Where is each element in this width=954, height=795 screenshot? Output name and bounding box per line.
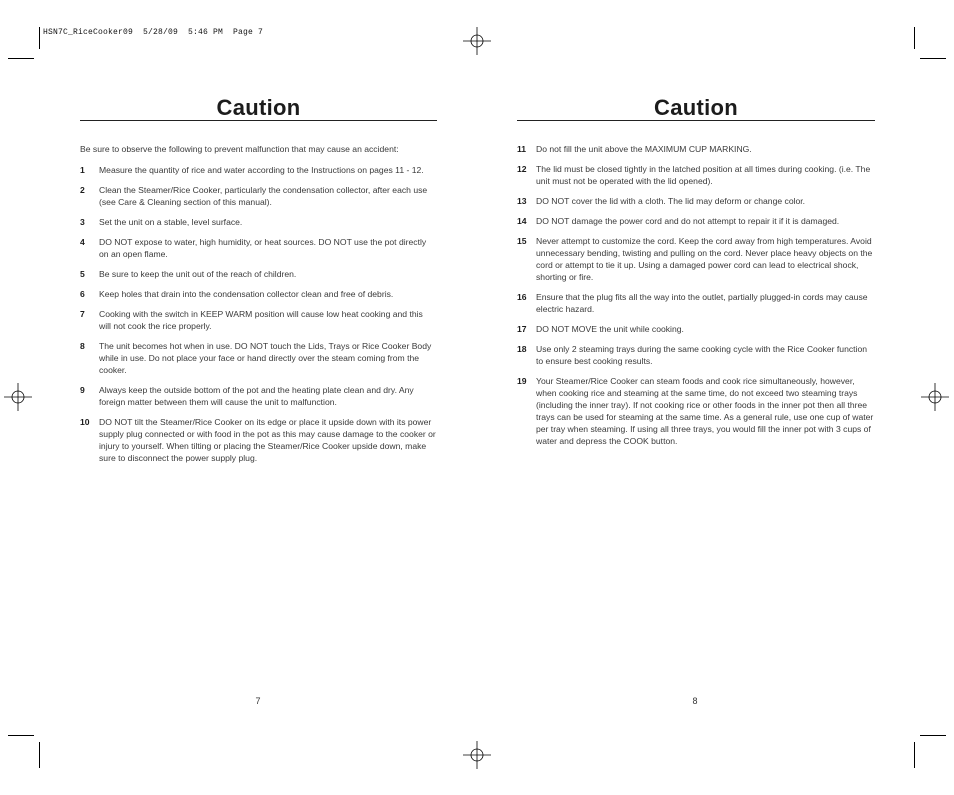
printer-slug-line: HSN7C_RiceCooker09 5/28/09 5:46 PM Page 7: [43, 28, 264, 37]
caution-list: [517, 143, 875, 447]
page-number: 7: [255, 696, 261, 706]
item-number: 3: [80, 217, 85, 227]
item-text: Never attempt to customize the cord. Keep the cord away from high temperatures. Avoid unnecessary bending, twisting and pulling on the cord. Never place heavy objects on the cord or attempt to tie it up. Using a damaged power cord can lead to electrical shock, shorting or fire.: [536, 236, 873, 282]
item-text: Be sure to keep the unit out of the reach of children.: [99, 269, 297, 279]
item-text: Do not fill the unit above the MAXIMUM CUP MARKING.: [536, 144, 752, 154]
item-text: Measure the quantity of rice and water according to the Instructions on pages 11 - 12.: [99, 165, 424, 175]
caution-list: [80, 164, 437, 464]
registration-mark-left: [4, 383, 32, 411]
registration-mark-right: [921, 383, 949, 411]
item-text: Ensure that the plug fits all the way into the outlet, partially plugged-in cords may cause electric hazard.: [536, 292, 868, 314]
item-text: DO NOT MOVE the unit while cooking.: [536, 324, 684, 334]
item-text: The unit becomes hot when in use. DO NOT touch the Lids, Trays or Rice Cooker Body while in use. Do not place your face or hand directly over the steam coming from the cooker.: [99, 341, 432, 375]
item-text: Clean the Steamer/Rice Cooker, particularly the condensation collector, after each use (see Care & Cleaning section of this manual).: [99, 185, 428, 207]
item-number: 11: [517, 144, 527, 154]
list-item: [80, 308, 437, 332]
list-item: [517, 291, 875, 315]
crop-mark: [920, 58, 946, 59]
item-text: Your Steamer/Rice Cooker can steam foods and cook rice simultaneously, however, when cooking rice and steaming at the same time, do not exceed two steaming trays (including the inner tray). If not cooking rice or other foods in the inner pot then all three trays can be used for steaming at the same time. As a general rule, use one cup of water per tray when steaming. If using all three trays, you would fill the inner pot with 3 cups of water and depress the COOK button.: [536, 376, 874, 446]
list-item: [80, 340, 437, 376]
item-text: DO NOT expose to water, high humidity, or heat sources. DO NOT use the pot directly on an open flame.: [99, 237, 427, 259]
item-text: DO NOT damage the power cord and do not attempt to repair it if it is damaged.: [536, 216, 840, 226]
item-number: 9: [80, 385, 85, 395]
list-item: [517, 143, 875, 155]
right-page: [517, 96, 875, 455]
registration-mark-top: [463, 27, 491, 55]
registration-mark-bottom: [463, 741, 491, 769]
item-number: 15: [517, 236, 527, 246]
item-number: 1: [80, 165, 85, 175]
page-title: Caution: [654, 95, 738, 120]
item-text: DO NOT tilt the Steamer/Rice Cooker on its edge or place it upside down with its power supply plug connected or with food in the pot as this may cause damage to the cooker or injury to yourself. When tilting or placing the Steamer/Rice Cooker upside down, make sure to disconnect the power supply plug.: [99, 417, 436, 463]
item-number: 19: [517, 376, 527, 386]
item-number: 14: [517, 216, 527, 226]
list-item: [80, 416, 437, 464]
list-item: [517, 343, 875, 367]
list-item: [517, 195, 875, 207]
list-item: [517, 215, 875, 227]
list-item: [80, 164, 437, 176]
page-number: 8: [692, 696, 698, 706]
list-item: [517, 235, 875, 283]
list-item: [517, 375, 875, 447]
item-text: Always keep the outside bottom of the pot and the heating plate clean and dry. Any foreign matter between them will cause the unit to malfunction.: [99, 385, 414, 407]
item-number: 16: [517, 292, 527, 302]
item-number: 6: [80, 289, 85, 299]
item-number: 7: [80, 309, 85, 319]
page-title: Caution: [216, 95, 301, 120]
item-text: Cooking with the switch in KEEP WARM position will cause low heat cooking and this will not cook the rice properly.: [99, 309, 423, 331]
intro-paragraph: Be sure to observe the following to prevent malfunction that may cause an accident:: [80, 144, 399, 154]
list-item: [80, 288, 437, 300]
list-item: [80, 268, 437, 280]
item-number: 5: [80, 269, 85, 279]
crop-mark: [8, 58, 34, 59]
list-item: [517, 163, 875, 187]
item-text: Set the unit on a stable, level surface.: [99, 217, 243, 227]
crop-mark: [914, 27, 915, 49]
item-number: 8: [80, 341, 85, 351]
crop-mark: [920, 735, 946, 736]
item-number: 4: [80, 237, 85, 247]
crop-mark: [39, 27, 40, 49]
item-number: 2: [80, 185, 85, 195]
item-number: 17: [517, 324, 527, 334]
list-item: [517, 323, 875, 335]
item-text: Keep holes that drain into the condensation collector clean and free of debris.: [99, 289, 394, 299]
title-rule: [80, 120, 437, 121]
item-number: 18: [517, 344, 527, 354]
crop-mark: [8, 735, 34, 736]
list-item: [80, 236, 437, 260]
item-text: Use only 2 steaming trays during the same cooking cycle with the Rice Cooker function to ensure best cooking results.: [536, 344, 868, 366]
crop-mark: [39, 742, 40, 768]
crop-mark: [914, 742, 915, 768]
list-item: [80, 216, 437, 228]
title-rule: [517, 120, 875, 121]
item-number: 13: [517, 196, 527, 206]
item-text: DO NOT cover the lid with a cloth. The lid may deform or change color.: [536, 196, 806, 206]
item-number: 10: [80, 417, 90, 427]
item-number: 12: [517, 164, 527, 174]
list-item: [80, 184, 437, 208]
item-text: The lid must be closed tightly in the latched position at all times during cooking. (i.e. The unit must not be operated with the lid opened).: [536, 164, 871, 186]
list-item: [80, 384, 437, 408]
left-page: [80, 96, 437, 472]
